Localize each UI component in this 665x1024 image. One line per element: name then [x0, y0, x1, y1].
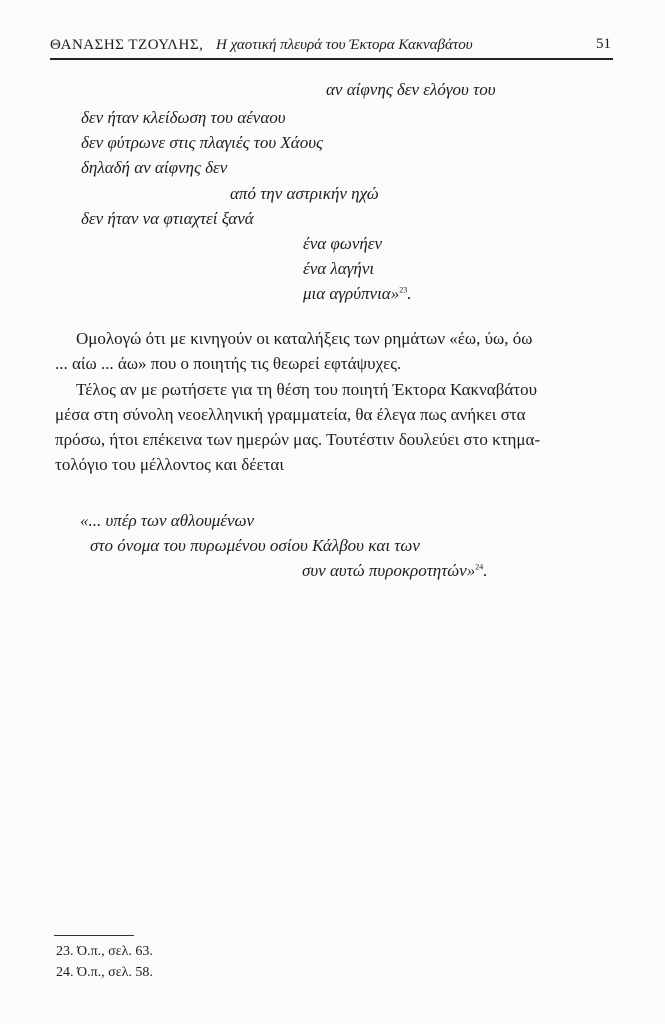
quote-line-text: συν αυτώ πυροκροτητών» — [302, 561, 476, 580]
poem-line — [303, 284, 411, 304]
header-title: Η χαοτική πλευρά του Έκτορα Κακναβάτου — [216, 37, 473, 53]
paragraph-line: πρόσω, ήτοι επέκεινα των ημερών μας. Τουτέστιν δουλεύει στο κτημα- — [55, 430, 541, 449]
quote-line: στο όνομα του πυρωμένου οσίου Κάλβου και των — [90, 536, 420, 555]
quote-line — [302, 561, 487, 581]
page-number: 51 — [596, 36, 611, 52]
poem-line: από την αστρικήν ηχώ — [230, 184, 379, 203]
footnote-ref: 23 — [399, 285, 408, 295]
poem-line: δεν φύτρωνε στις πλαγιές του Χάους — [81, 133, 323, 152]
poem-line: ένα λαγήνι — [303, 259, 375, 278]
footnote: 24. Ό.π., σελ. 58. — [56, 965, 153, 980]
poem-line: δεν ήταν να φτιαχτεί ξανά — [81, 209, 254, 228]
paragraph-line: τολόγιο του μέλλοντος και δέεται — [55, 455, 284, 474]
paragraph-line: Ομολογώ ότι με κινηγούν οι καταλήξεις των ρημάτων «έω, ύω, όω — [76, 329, 533, 348]
paragraph-line: μέσα στη σύνολη νεοελληνική γραμματεία, θα έλεγα πως ανήκει στα — [55, 405, 526, 424]
footnote-ref: 24 — [475, 562, 484, 572]
paragraph-line: ... αίω ... άω» που ο ποιητής τις θεωρεί εφτάψυχες. — [55, 354, 402, 373]
paragraph-line: Τέλος αν με ρωτήσετε για τη θέση του ποιητή Έκτορα Κακναβάτου — [76, 380, 538, 399]
poem-line: ένα φωνήεν — [303, 234, 383, 253]
poem-line-end: . — [407, 284, 412, 303]
poem-line: δηλαδή αν αίφνης δεν — [81, 158, 228, 177]
footnote-divider — [54, 935, 134, 936]
poem-line: δεν ήταν κλείδωση του αέναου — [81, 108, 286, 127]
poem-line: αν αίφνης δεν ελόγου του — [326, 80, 496, 99]
footnote: 23. Ό.π., σελ. 63. — [56, 944, 153, 959]
quote-line: «... υπέρ των αθλουμένων — [80, 511, 255, 530]
poem-line-text: μια αγρύπνια» — [303, 284, 400, 303]
running-header — [50, 36, 613, 60]
header-author: ΘΑΝΑΣΗΣ ΤΖΟΥΛΗΣ, — [50, 37, 204, 53]
quote-line-end: . — [483, 561, 488, 580]
